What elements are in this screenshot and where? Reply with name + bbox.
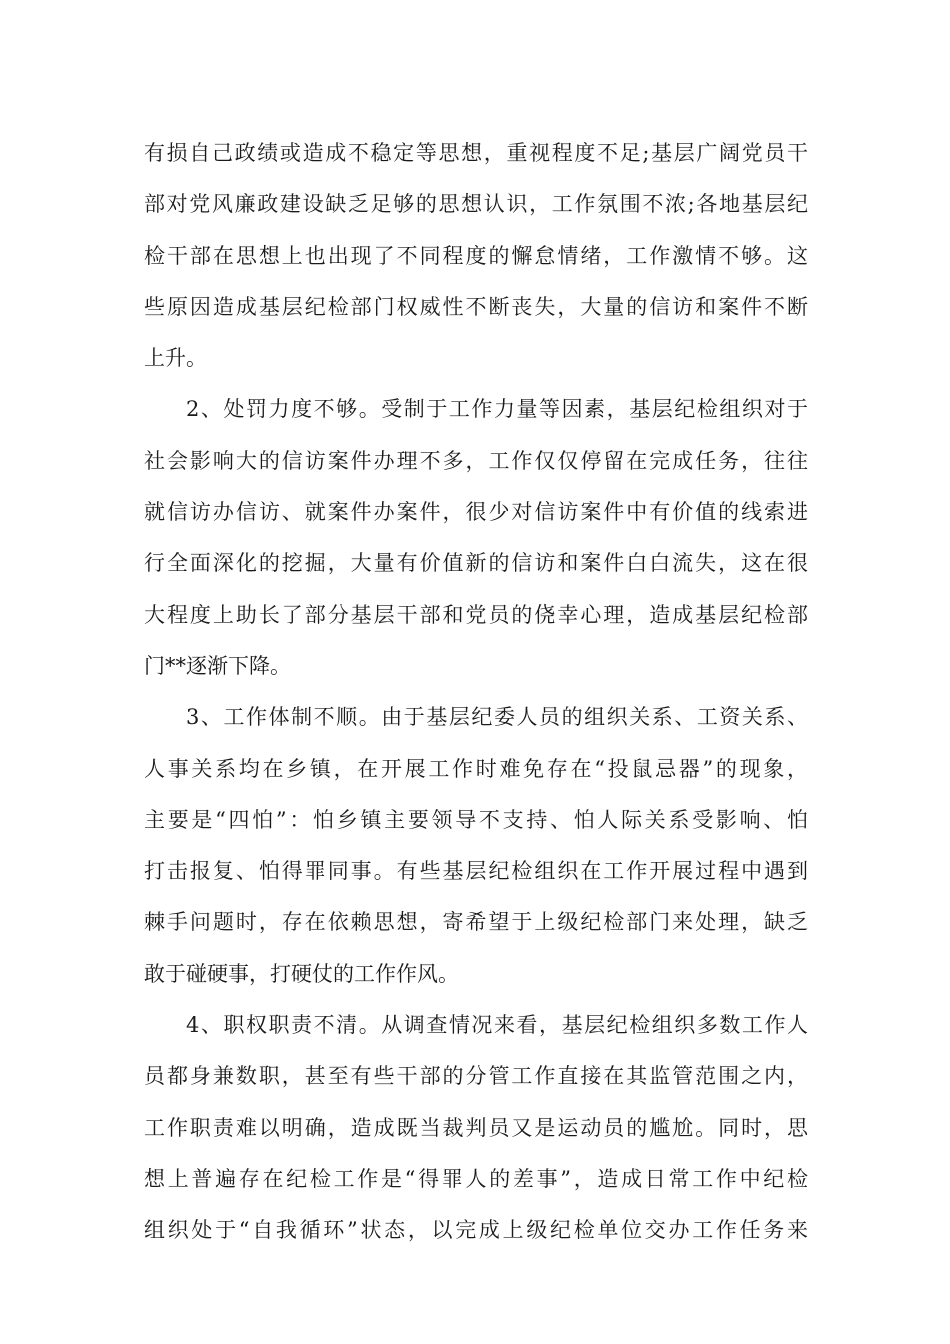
paragraph-2-punishment xyxy=(144,384,808,692)
text-line: 部对党风廉政建设缺乏足够的思想认识，工作氛围不浓;各地基层纪 xyxy=(144,192,808,217)
paragraph-continuation xyxy=(144,128,808,384)
text-line: 2、处罚力度不够。受制于工作力量等因素，基层纪检组织对于 xyxy=(186,397,808,422)
text-line: 3、工作体制不顺。由于基层纪委人员的组织关系、工资关系、 xyxy=(186,705,808,730)
text-line: 主要是“四怕”：怕乡镇主要领导不支持、怕人际关系受影响、怕 xyxy=(144,807,808,832)
text-line: 人事关系均在乡镇，在开展工作时难免存在“投鼠忌器”的现象， xyxy=(144,756,808,781)
text-line: 门**逐渐下降。 xyxy=(144,653,291,678)
text-line: 4、职权职责不清。从调查情况来看，基层纪检组织多数工作人 xyxy=(186,1013,808,1038)
text-line: 敢于碰硬事，打硬仗的工作作风。 xyxy=(144,961,459,986)
text-line: 打击报复、怕得罪同事。有些基层纪检组织在工作开展过程中遇到 xyxy=(144,859,808,884)
text-line: 检干部在思想上也出现了不同程度的懈怠情绪，工作激情不够。这 xyxy=(144,243,808,268)
text-line: 想上普遍存在纪检工作是“得罪人的差事”，造成日常工作中纪检 xyxy=(144,1166,808,1191)
paragraph-4-duties xyxy=(144,1000,808,1256)
text-line: 组织处于“自我循环”状态，以完成上级纪检单位交办工作任务来 xyxy=(144,1218,808,1243)
text-line: 些原因造成基层纪检部门权威性不断丧失，大量的信访和案件不断 xyxy=(144,294,808,319)
text-line: 有损自己政绩或造成不稳定等思想，重视程度不足;基层广阔党员干 xyxy=(144,141,808,165)
text-line: 上升。 xyxy=(144,346,207,371)
text-line: 行全面深化的挖掘，大量有价值新的信访和案件白白流失，这在很 xyxy=(144,551,808,576)
document-page xyxy=(144,128,808,1257)
text-line: 员都身兼数职，甚至有些干部的分管工作直接在其监管范围之内， xyxy=(144,1064,808,1089)
text-line: 大程度上助长了部分基层干部和党员的侥幸心理，造成基层纪检部 xyxy=(144,602,808,627)
text-line: 社会影响大的信访案件办理不多，工作仅仅停留在完成任务，往往 xyxy=(144,448,808,473)
text-line: 工作职责难以明确，造成既当裁判员又是运动员的尴尬。同时，思 xyxy=(144,1115,808,1140)
text-line: 棘手问题时，存在依赖思想，寄希望于上级纪检部门来处理，缺乏 xyxy=(144,910,808,935)
text-line: 就信访办信访、就案件办案件，很少对信访案件中有价值的线索进 xyxy=(144,500,808,525)
paragraph-3-system xyxy=(144,692,808,1000)
